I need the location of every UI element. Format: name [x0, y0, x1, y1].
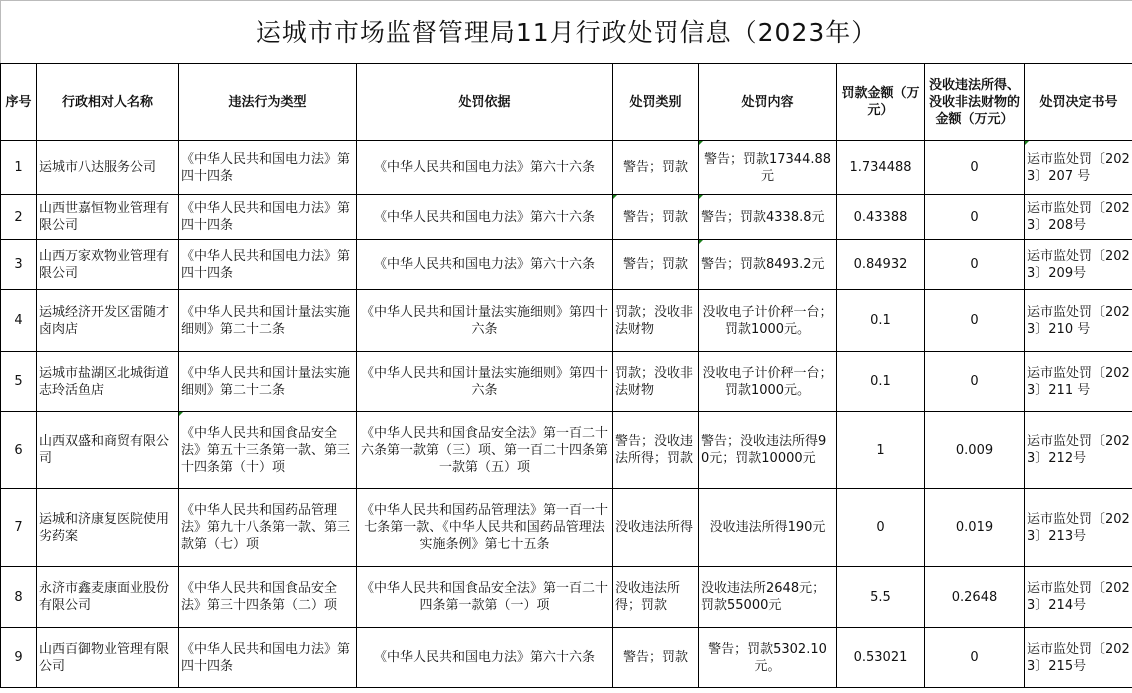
- cell-category[interactable]: 没收违法所得: [613, 489, 699, 567]
- header-cell: 没收违法所得、没收非法财物的金额（万元）: [925, 64, 1025, 141]
- cell-content[interactable]: 警告；没收违法所得90元；罚款10000元: [699, 412, 837, 489]
- cell-content[interactable]: 警告；罚款5302.10元。: [699, 628, 837, 688]
- cell-name[interactable]: 永济市鑫麦康面业股份有限公司: [37, 567, 179, 628]
- cell-category[interactable]: 没收违法所得；罚款: [613, 567, 699, 628]
- cell-basis[interactable]: 《中华人民共和国食品安全法》第一百二十四条第一款第（一）项: [357, 567, 613, 628]
- header-cell: 违法行为类型: [179, 64, 357, 141]
- cell-basis[interactable]: 《中华人民共和国药品管理法》第一百一十七条第一款、《中华人民共和国药品管理法实施条例》第七十五条: [357, 489, 613, 567]
- cell-fine[interactable]: 0.1: [837, 352, 925, 412]
- cell-confiscated[interactable]: 0: [925, 141, 1025, 195]
- cell-fine[interactable]: 0.1: [837, 290, 925, 352]
- header-cell: 处罚内容: [699, 64, 837, 141]
- cell-basis[interactable]: 《中华人民共和国食品安全法》第一百二十六条第一款第（三）项、第一百二十四条第一款第（五）项: [357, 412, 613, 489]
- cell-basis[interactable]: 《中华人民共和国计量法实施细则》第四十六条: [357, 290, 613, 352]
- cell-decision[interactable]: 运市监处罚〔2023〕209号: [1025, 240, 1132, 290]
- cell-violation[interactable]: 《中华人民共和国电力法》第四十四条: [179, 240, 357, 290]
- cell-fine[interactable]: 1: [837, 412, 925, 489]
- cell-category[interactable]: 警告；罚款: [613, 141, 699, 195]
- cell-basis[interactable]: 《中华人民共和国电力法》第六十六条: [357, 240, 613, 290]
- cell-fine[interactable]: 0.84932: [837, 240, 925, 290]
- cell-no[interactable]: 9: [1, 628, 37, 688]
- cell-fine[interactable]: 0.53021: [837, 628, 925, 688]
- cell-name[interactable]: 山西万家欢物业管理有限公司: [37, 240, 179, 290]
- cell-content[interactable]: 警告；罚款17344.88元: [699, 141, 837, 195]
- cell-decision[interactable]: 运市监处罚〔2023〕212号: [1025, 412, 1132, 489]
- cell-name[interactable]: 山西世嘉恒物业管理有限公司: [37, 195, 179, 240]
- cell-content[interactable]: 没收电子计价秤一台；罚款1000元。: [699, 290, 837, 352]
- page-title: 运城市市场监督管理局11月行政处罚信息（2023年）: [1, 1, 1132, 64]
- table-row: [1, 195, 1132, 240]
- cell-confiscated[interactable]: 0.019: [925, 489, 1025, 567]
- cell-name[interactable]: 运城和济康复医院使用劣药案: [37, 489, 179, 567]
- cell-decision[interactable]: 运市监处罚〔2023〕207 号: [1025, 141, 1132, 195]
- cell-content[interactable]: 没收电子计价秤一台；罚款1000元。: [699, 352, 837, 412]
- cell-category[interactable]: 警告；罚款: [613, 195, 699, 240]
- cell-no[interactable]: 5: [1, 352, 37, 412]
- header-cell: 罚款金额（万元）: [837, 64, 925, 141]
- table-row: [1, 412, 1132, 489]
- header-cell: 处罚决定书号: [1025, 64, 1132, 141]
- header-cell: 行政相对人名称: [37, 64, 179, 141]
- cell-category[interactable]: 罚款；没收非法财物: [613, 290, 699, 352]
- cell-fine[interactable]: 0: [837, 489, 925, 567]
- cell-confiscated[interactable]: 0: [925, 352, 1025, 412]
- cell-category[interactable]: 警告；没收违法所得；罚款: [613, 412, 699, 489]
- header-cell: 序号: [1, 64, 37, 141]
- cell-confiscated[interactable]: 0: [925, 290, 1025, 352]
- cell-name[interactable]: 运城经济开发区雷随才卤肉店: [37, 290, 179, 352]
- cell-no[interactable]: 7: [1, 489, 37, 567]
- cell-no[interactable]: 8: [1, 567, 37, 628]
- cell-decision[interactable]: 运市监处罚〔2023〕215号: [1025, 628, 1132, 688]
- table-row: [1, 240, 1132, 290]
- cell-no[interactable]: 2: [1, 195, 37, 240]
- cell-basis[interactable]: 《中华人民共和国电力法》第六十六条: [357, 195, 613, 240]
- cell-violation[interactable]: 《中华人民共和国电力法》第四十四条: [179, 628, 357, 688]
- cell-violation[interactable]: 《中华人民共和国药品管理法》第九十八条第一款、第三款第（七）项: [179, 489, 357, 567]
- cell-category[interactable]: 警告；罚款: [613, 628, 699, 688]
- cell-name[interactable]: 运城市八达服务公司: [37, 141, 179, 195]
- cell-category[interactable]: 警告；罚款: [613, 240, 699, 290]
- cell-no[interactable]: 6: [1, 412, 37, 489]
- cell-content[interactable]: 警告；罚款4338.8元: [699, 195, 837, 240]
- table-row: [1, 290, 1132, 352]
- header-cell: 处罚依据: [357, 64, 613, 141]
- cell-fine[interactable]: 0.43388: [837, 195, 925, 240]
- cell-no[interactable]: 4: [1, 290, 37, 352]
- cell-content[interactable]: 没收违法所2648元；罚款55000元: [699, 567, 837, 628]
- cell-category[interactable]: 罚款；没收非法财物: [613, 352, 699, 412]
- header-cell: 处罚类别: [613, 64, 699, 141]
- cell-violation[interactable]: 《中华人民共和国计量法实施细则》第二十二条: [179, 352, 357, 412]
- cell-violation[interactable]: 《中华人民共和国食品安全法》第三十四条第（二）项: [179, 567, 357, 628]
- table-row: [1, 628, 1132, 688]
- cell-name[interactable]: 运城市盐湖区北城街道志玲活鱼店: [37, 352, 179, 412]
- cell-decision[interactable]: 运市监处罚〔2023〕210 号: [1025, 290, 1132, 352]
- cell-basis[interactable]: 《中华人民共和国计量法实施细则》第四十六条: [357, 352, 613, 412]
- cell-decision[interactable]: 运市监处罚〔2023〕208号: [1025, 195, 1132, 240]
- cell-basis[interactable]: 《中华人民共和国电力法》第六十六条: [357, 628, 613, 688]
- cell-decision[interactable]: 运市监处罚〔2023〕211 号: [1025, 352, 1132, 412]
- cell-violation[interactable]: 《中华人民共和国食品安全法》第五十三条第一款、第三十四条第（十）项: [179, 412, 357, 489]
- cell-name[interactable]: 山西双盛和商贸有限公司: [37, 412, 179, 489]
- cell-no[interactable]: 1: [1, 141, 37, 195]
- table-row: [1, 489, 1132, 567]
- cell-fine[interactable]: 5.5: [837, 567, 925, 628]
- cell-decision[interactable]: 运市监处罚〔2023〕213号: [1025, 489, 1132, 567]
- cell-violation[interactable]: 《中华人民共和国电力法》第四十四条: [179, 195, 357, 240]
- table-row: [1, 141, 1132, 195]
- cell-no[interactable]: 3: [1, 240, 37, 290]
- cell-violation[interactable]: 《中华人民共和国计量法实施细则》第二十二条: [179, 290, 357, 352]
- cell-confiscated[interactable]: 0.009: [925, 412, 1025, 489]
- cell-fine[interactable]: 1.734488: [837, 141, 925, 195]
- cell-content[interactable]: 没收违法所得190元: [699, 489, 837, 567]
- header-row: [1, 64, 1132, 141]
- cell-confiscated[interactable]: 0: [925, 195, 1025, 240]
- table-row: [1, 352, 1132, 412]
- cell-content[interactable]: 警告；罚款8493.2元: [699, 240, 837, 290]
- cell-basis[interactable]: 《中华人民共和国电力法》第六十六条: [357, 141, 613, 195]
- table-row: [1, 567, 1132, 628]
- cell-violation[interactable]: 《中华人民共和国电力法》第四十四条: [179, 141, 357, 195]
- cell-decision[interactable]: 运市监处罚〔2023〕214号: [1025, 567, 1132, 628]
- cell-name[interactable]: 山西百御物业管理有限公司: [37, 628, 179, 688]
- cell-confiscated[interactable]: 0.2648: [925, 567, 1025, 628]
- cell-confiscated[interactable]: 0: [925, 240, 1025, 290]
- cell-confiscated[interactable]: 0: [925, 628, 1025, 688]
